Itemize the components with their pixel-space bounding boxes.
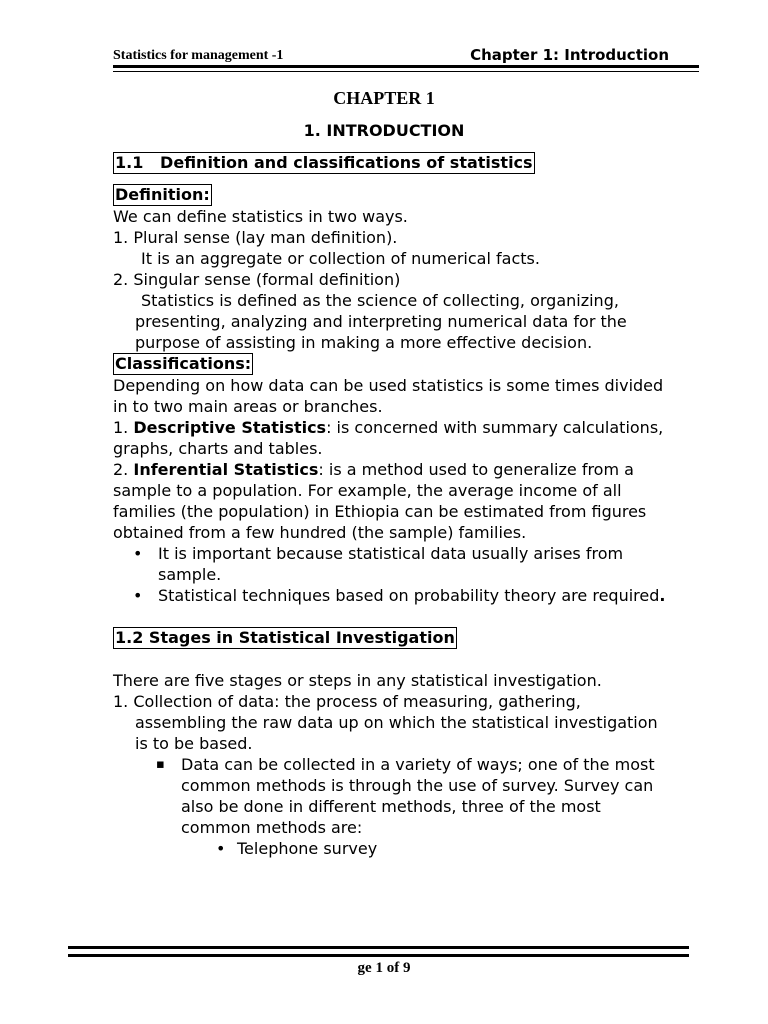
section-1-2-title: 1.2 Stages in Statistical Investigation: [115, 628, 455, 647]
footer-rule-lower: [68, 954, 689, 957]
collection-sub-list: [113, 754, 673, 859]
header-rule-thin: [113, 71, 699, 72]
list-item: • Telephone survey: [113, 838, 673, 859]
running-header-chapter: Chapter 1: Introduction: [470, 46, 669, 64]
section-1-1-heading: [113, 152, 673, 174]
intro-heading: 1. INTRODUCTION: [303, 121, 465, 140]
definition-heading: Definition:: [115, 185, 210, 204]
descriptive-term: Descriptive Statistics: [133, 418, 327, 437]
inferential-term: Inferential Statistics: [133, 460, 319, 479]
classifications-heading: Classifications:: [115, 354, 252, 373]
inferential-num: 2.: [113, 460, 134, 479]
page-body: [113, 152, 673, 859]
running-header-title: Statistics for management -1: [113, 48, 284, 63]
stage-1-collection: 1. Collection of data: the process of measuring, gathering, assembling the raw data up on which the statistical investigation is to be based.: [113, 692, 658, 753]
classifications-intro: Depending on how data can be used statistics is some times divided in to two main areas or branches.: [113, 376, 664, 416]
spacer: [113, 606, 673, 627]
list-item: [113, 585, 673, 606]
descriptive-num: 1.: [113, 418, 134, 437]
stages-intro: There are five stages or steps in any statistical investigation.: [113, 671, 602, 690]
definition-heading-wrap: [113, 184, 673, 206]
list-item: • It is important because statistical data usually arises from sample.: [113, 543, 673, 585]
list-item-period: .: [659, 586, 666, 605]
definition-intro: We can define statistics in two ways.: [113, 207, 408, 226]
singular-sense-item: 2. Singular sense (formal definition): [113, 270, 401, 289]
header-rule-thick: [113, 65, 699, 68]
section-1-1-title: 1.1 Definition and classifications of statistics: [115, 153, 533, 172]
descriptive-statistics-item: [113, 417, 673, 459]
inferential-statistics-item: [113, 459, 673, 543]
inferential-text: : is a method used to generalize from a sample to a population. For example, the average income of all families (the population) in Ethiopia can be estimated from figures obtained from a few hundred (the sample) families.: [113, 460, 647, 542]
footer-rule-upper: [68, 946, 689, 949]
list-item: ▪ Data can be collected in a variety of ways; one of the most common methods is through the use of survey. Survey can also be done in different methods, three of the most common methods are:: [113, 754, 673, 838]
page-number: ge 1 of 9: [357, 960, 411, 976]
descriptive-text: : is concerned with summary calculations, graphs, charts and tables.: [113, 418, 664, 458]
classifications-heading-wrap: [113, 353, 673, 375]
plural-sense-item: 1. Plural sense (lay man definition).: [113, 228, 398, 247]
singular-desc-text: Statistics is defined as the science of collecting, organizing, presenting, analyzing and interpreting numerical data for the purpose of assisting in making a more effective decision.: [135, 291, 627, 352]
chapter-title: CHAPTER 1: [333, 88, 435, 108]
singular-sense-description: [113, 290, 673, 353]
plural-sense-description: It is an aggregate or collection of numerical facts.: [141, 249, 540, 268]
inferential-bullet-list: [113, 543, 673, 606]
list-item-text: Statistical techniques based on probability theory are required: [158, 586, 660, 605]
section-1-2-heading: [113, 627, 673, 649]
